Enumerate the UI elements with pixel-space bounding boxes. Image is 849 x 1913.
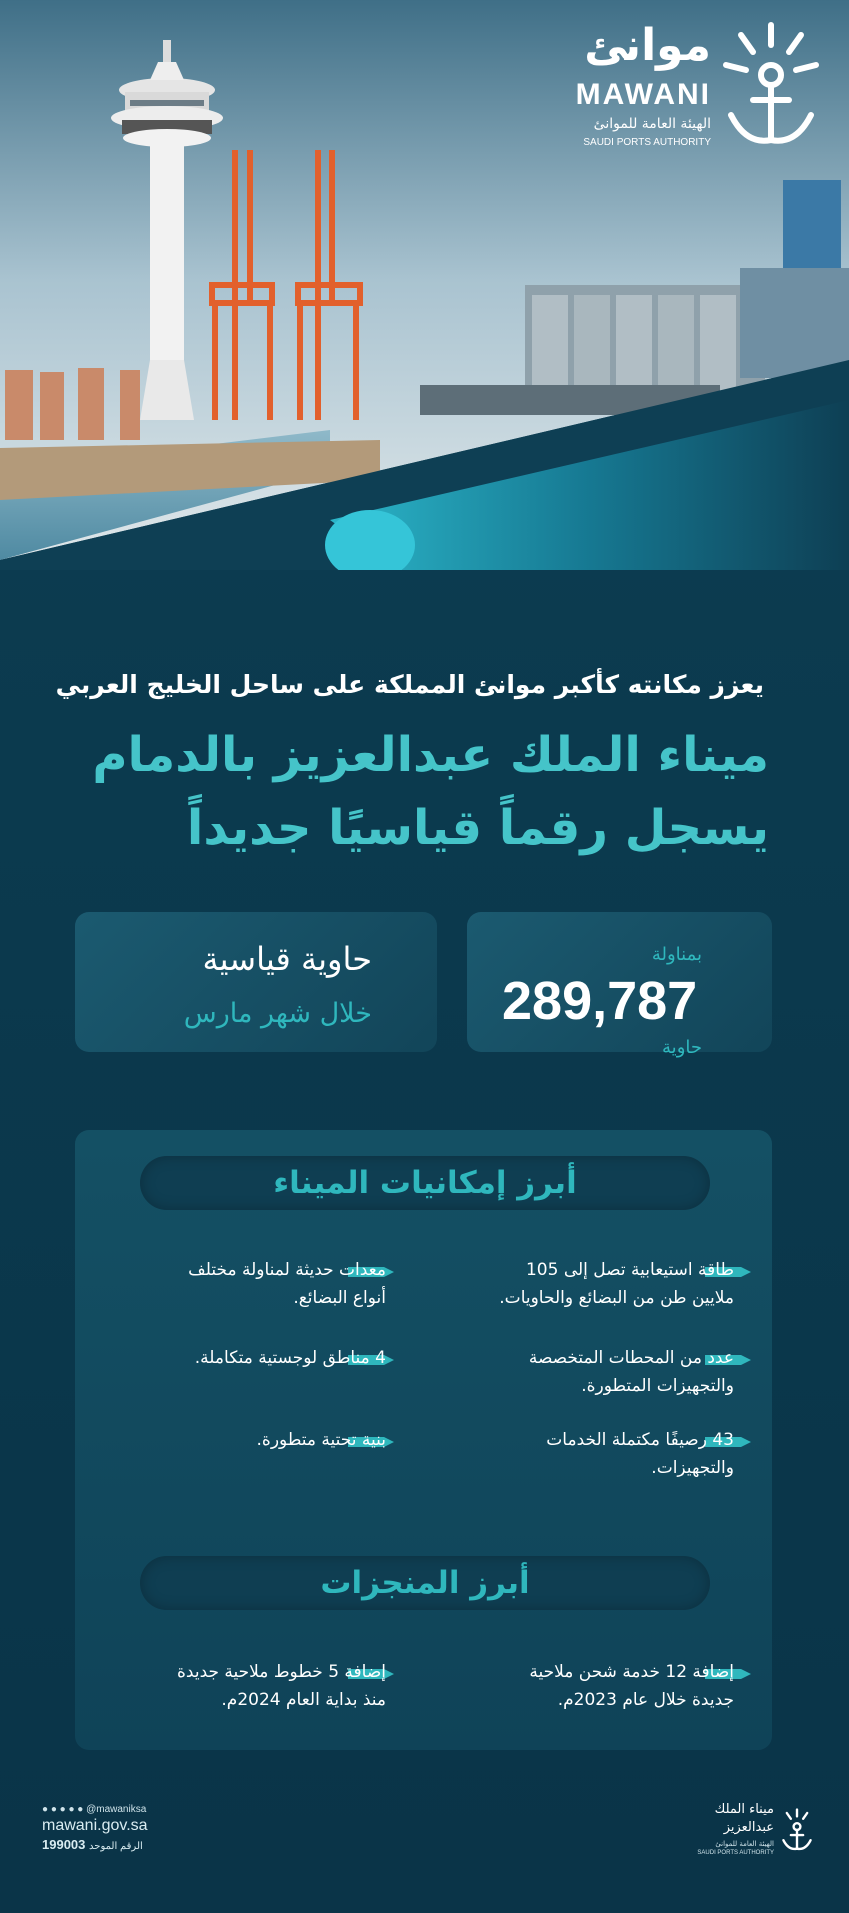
logo-name-arabic: موانئ xyxy=(584,20,711,71)
port-name-line1: ميناء الملك xyxy=(714,1802,774,1817)
headline-title-line2: يسجل رقماً قياسيًا جديداً xyxy=(186,800,769,856)
capability-item: عدد من المحطات المتخصصة والتجهيزات المتطورة. xyxy=(528,1348,734,1396)
anchor-sun-icon xyxy=(780,1800,814,1860)
achievement-item: إضافة 12 خدمة شحن ملاحية جديدة خلال عام 2023م. xyxy=(529,1662,734,1710)
capability-item: طاقة استيعابية تصل إلى 105 ملايين طن من البضائع والحاويات. xyxy=(499,1260,734,1308)
port-authority-english: SAUDI PORTS AUTHORITY xyxy=(697,1850,774,1856)
count-prefix: بمناولة xyxy=(651,944,702,965)
footer-contacts xyxy=(42,1804,148,1852)
logo-name-english: MAWANI xyxy=(575,78,711,111)
headline-title-line1: ميناء الملك عبدالعزيز بالدمام xyxy=(92,727,769,783)
logo-authority-arabic: الهيئة العامة للموانئ xyxy=(593,116,711,132)
count-unit: حاوية xyxy=(662,1037,702,1058)
container-count-number: 289,787 xyxy=(502,971,698,1031)
logo-authority-english: SAUDI PORTS AUTHORITY xyxy=(583,137,711,148)
capability-item: 43 رصيفًا مكتملة الخدمات والتجهيزات. xyxy=(546,1430,734,1478)
capability-item: معدات حديثة لمناولة مختلف أنواع البضائع. xyxy=(188,1260,386,1308)
mawani-logo xyxy=(561,20,821,148)
social-handle[interactable]: ● ● ● ● ● @mawaniksa xyxy=(42,1804,147,1815)
record-period: خلال شهر مارس xyxy=(183,998,372,1029)
anchor-sun-icon xyxy=(721,20,821,150)
capabilities-heading: أبرز إمكانيات الميناء xyxy=(140,1156,710,1210)
port-logo xyxy=(694,1800,814,1880)
headline-subtitle: يعزز مكانته كأكبر موانئ المملكة على ساحل الخليج العربي xyxy=(55,670,764,699)
achievements-heading: أبرز المنجزات xyxy=(140,1556,710,1610)
record-description-card xyxy=(75,912,437,1052)
record-label: حاوية قياسية xyxy=(202,940,372,978)
capability-item: 4 مناطق لوجستية متكاملة. xyxy=(194,1348,386,1368)
container-count-card xyxy=(467,912,772,1058)
unified-number: 199003 الرقم الموحد xyxy=(42,1837,143,1852)
port-authority-arabic: الهيئة العامة للموانئ xyxy=(715,1840,774,1848)
capability-item: بنية تحتية متطورة. xyxy=(256,1430,386,1450)
achievement-item: إضافة 5 خطوط ملاحية جديدة منذ بداية العام 2024م. xyxy=(177,1662,386,1710)
website-link[interactable]: mawani.gov.sa xyxy=(42,1817,148,1834)
port-name-line2: عبدالعزيز xyxy=(723,1820,774,1835)
social-icons: ● ● ● ● ● xyxy=(42,1804,87,1815)
